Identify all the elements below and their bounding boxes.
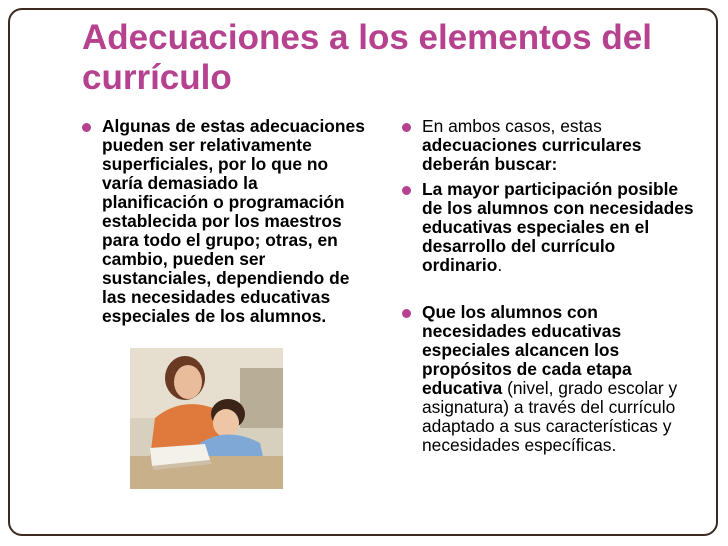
- bullet-icon: [402, 186, 411, 195]
- slide-title: Adecuaciones a los elementos del currículo: [82, 18, 652, 97]
- bullet-text: Algunas de estas adecuaciones pueden ser relativamente superficiales, por lo que no varía demasiado la planificación o programación establecida por los maestros para todo el grupo; otras, en cambio, pueden ser sustanciales, dependiendo de las necesidades educativas especiales de los alumnos.: [102, 116, 365, 326]
- bullet-text-bold: Que los alumnos con necesidades educativas especiales alcancen los propósitos de cada etapa educativa: [422, 302, 632, 398]
- list-item: [396, 303, 696, 455]
- bullet-text-prefix: En ambos casos, estas: [422, 116, 602, 136]
- right-bullet-list: [396, 117, 696, 455]
- bullet-text-bold: La mayor participación posible de los alumnos con necesidades educativas especiales en el desarrollo del currículo ordinario: [422, 179, 694, 275]
- bullet-text-suffix: .: [497, 255, 503, 275]
- bullet-text-suffix: (nivel, grado escolar y asignatura) a través del currículo adaptado a sus características y necesidades específicas.: [422, 378, 678, 455]
- teacher-student-photo: [130, 348, 283, 489]
- list-item: [76, 117, 366, 326]
- bullet-text-bold: adecuaciones curriculares deberán buscar:: [422, 135, 642, 174]
- bullet-icon: [402, 309, 411, 318]
- bullet-icon: [402, 123, 411, 132]
- list-item: [396, 117, 696, 174]
- teacher-helping-student-photo-icon: [130, 348, 283, 489]
- bullet-icon: [82, 123, 91, 132]
- left-bullet-list: [76, 117, 366, 326]
- list-item: [396, 180, 696, 275]
